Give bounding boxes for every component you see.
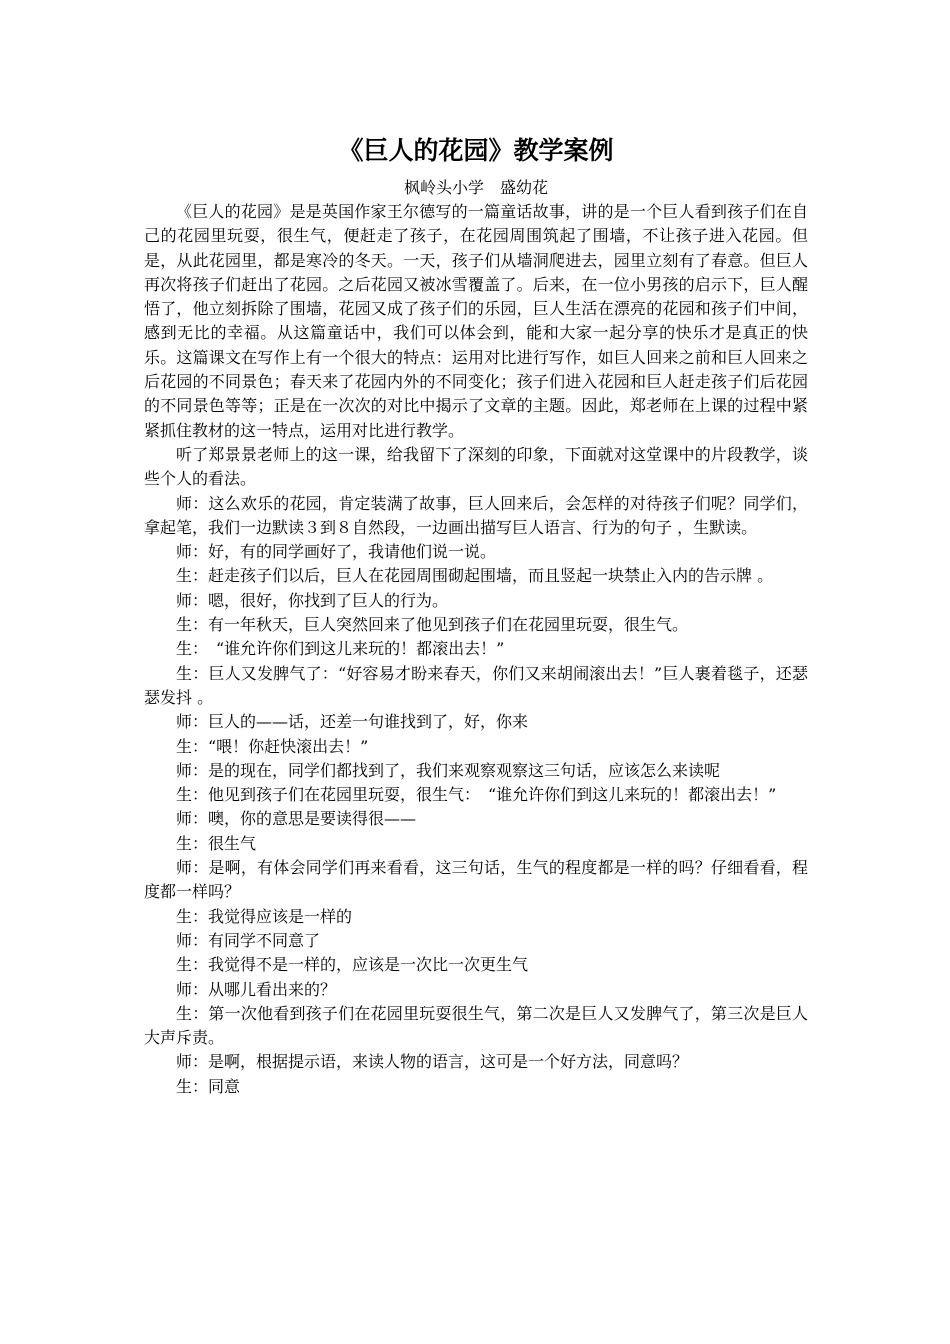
paragraph: 生：有一年秋天，巨人突然回来了他见到孩子们在花园里玩耍，很生气。 xyxy=(176,615,689,635)
paragraph: 师：有同学不同意了 xyxy=(176,930,321,950)
paragraph: 师：从哪儿看出来的？ xyxy=(176,979,337,999)
paragraph: 生：“喂！你赶快滚出去！” xyxy=(176,736,369,756)
author-byline: 枫岭头小学 盛幼花 xyxy=(403,178,548,197)
paragraph: 生：第一次他看到孩子们在花园里玩耍很生气，第二次是巨人又发脾气了，第三次是巨人大声斥责。 xyxy=(144,1003,808,1048)
document-title: 《巨人的花园》教学案例 xyxy=(338,136,614,165)
paragraph: 师：噢，你的意思是要读得很—— xyxy=(176,809,417,829)
paragraph: 生：我觉得不是一样的，应该是一次比一次更生气 xyxy=(176,955,529,975)
paragraph: 师：是啊，有体会同学们再来看看，这三句话，生气的程度都是一样的吗？仔细看看，程度都一样吗？ xyxy=(144,858,808,902)
paragraph: 生： “谁允许你们到这儿来玩的！都滚出去！” xyxy=(176,639,505,659)
paragraph: 师：这么欢乐的花园，肯定装满了故事，巨人回来后，会怎样的对待孩子们呢？同学们，拿起笔，我们一边默读３到８自然段，一边画出描写巨人语言、行为的句子 ，生默读。 xyxy=(144,493,808,537)
paragraph: 生：他见到孩子们在花园里玩耍，很生气： “谁允许你们到这儿来玩的！都滚出去！” xyxy=(176,785,777,805)
document-body xyxy=(144,136,808,1099)
paragraph: 师：好，有的同学画好了，我请他们说一说。 xyxy=(176,542,497,562)
paragraph: 师：是的现在，同学们都找到了，我们来观察观察这三句话，应该怎么来读呢 xyxy=(176,760,721,780)
paragraph: 师：是啊，根据提示语，来读人物的语言，这可是一个好方法，同意吗？ xyxy=(176,1052,689,1072)
paragraph: 师：巨人的——话，还差一句谁找到了，好，你来 xyxy=(176,712,529,732)
paragraph: 师：嗯，很好，你找到了巨人的行为。 xyxy=(176,590,449,610)
paragraph: 生：我觉得应该是一样的 xyxy=(176,906,353,926)
paragraph: 听了郑景景老师上的这一课，给我留下了深刻的印象，下面就对这堂课中的片段教学，谈些个人的看法。 xyxy=(144,444,808,489)
paragraph: 生：很生气 xyxy=(176,833,257,853)
paragraph: 生：巨人又发脾气了：“好容易才盼来春天，你们又来胡闹滚出去！”巨人裹着毯子，还瑟瑟发抖 。 xyxy=(144,663,808,707)
paragraph: 生：赶走孩子们以后，巨人在花园周围砌起围墙，而且竖起一块禁止入内的告示牌 。 xyxy=(176,566,774,586)
paragraph: 生：同意 xyxy=(176,1076,241,1096)
paragraph: 《巨人的花园》是是英国作家王尔德写的一篇童话故事，讲的是一个巨人看到孩子们在自己的花园里玩耍，很生气，便赶走了孩子，在花园周围筑起了围墙，不让孩子进入花园。但是，从此花园里，都是寒冷的冬天。一天，孩子们从墙洞爬进去，园里立刻有了春意。但巨人再次将孩子们赶出了花园。之后花园又被冰雪覆盖了。后来，在一位小男孩的启示下，巨人醒悟了，他立刻拆除了围墙，花园又成了孩子们的乐园，巨人生活在漂亮的花园和孩子们中间，感到无比的幸福。从这篇童话中，我们可以体会到，能和大家一起分享的快乐才是真正的快乐。这篇课文在写作上有一个很大的特点：运用对比进行写作，如巨人回来之前和巨人回来之后花园的不同景色；春天来了花园内外的不同变化；孩子们进入花园和巨人赶走孩子们后花园的不同景色等等；正是在一次次的对比中揭示了文章的主题。因此，郑老师在上课的过程中紧紧抓住教材的这一特点，运用对比进行教学。 xyxy=(144,202,808,440)
